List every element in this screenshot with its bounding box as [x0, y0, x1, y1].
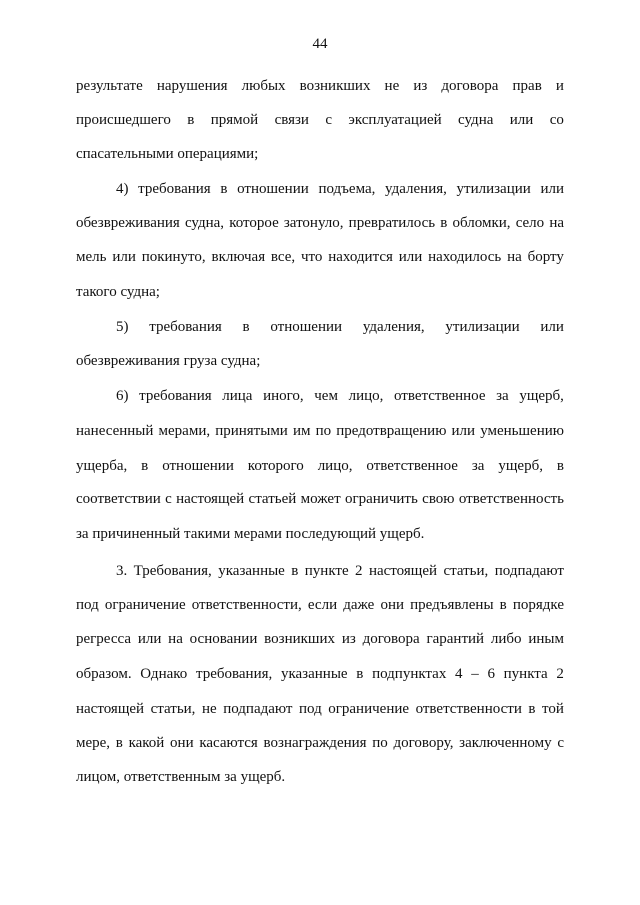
word: подъема, [318, 181, 376, 197]
word: прав [512, 78, 542, 94]
word: уменьшению [480, 423, 564, 439]
text-line [76, 455, 564, 477]
word: указанные [218, 563, 285, 579]
word: прямой [210, 112, 259, 128]
word: под [298, 701, 322, 717]
word: на [168, 631, 183, 647]
word: настоящей [368, 563, 438, 579]
text-line [116, 316, 564, 338]
word: находилось [428, 249, 502, 265]
word: регресса [76, 631, 131, 647]
word: лица [222, 388, 253, 404]
word: той [542, 701, 564, 717]
word: любых [241, 78, 286, 94]
word: пункте [304, 563, 349, 579]
word: иного, [263, 388, 304, 404]
word: пункта [503, 666, 548, 682]
word: 3. [116, 563, 128, 579]
page-number: 44 [312, 36, 328, 52]
word: в [242, 319, 250, 335]
word: ограничить [344, 491, 418, 507]
word: отношении [162, 458, 234, 474]
text-line [116, 560, 564, 582]
word: на [549, 215, 564, 231]
word: или [398, 249, 423, 265]
word: даже [343, 597, 375, 613]
word: в [291, 563, 299, 579]
word: превратилось [348, 215, 436, 231]
word: 2 [556, 666, 564, 682]
word: из [413, 78, 428, 94]
word: в [187, 112, 195, 128]
word: или [112, 249, 136, 265]
text-line [76, 109, 564, 131]
word: обезвреживания [76, 215, 180, 231]
word: подпунктах [372, 666, 447, 682]
word: по [372, 735, 388, 751]
text-line: за причиненный такими мерами последующий ущерб. [76, 526, 425, 542]
word: включая [211, 249, 266, 265]
word: настоящей [176, 491, 245, 507]
word: в [440, 215, 448, 231]
word: в [499, 597, 507, 613]
word: обломки, [452, 215, 511, 231]
word: не [384, 78, 400, 94]
word: ответственность [458, 491, 564, 507]
text-line: обезвреживания груза судна; [76, 353, 261, 369]
word: ответственное [366, 458, 458, 474]
text-line [116, 385, 564, 407]
word: происшедшего [76, 112, 171, 128]
word: какой [128, 735, 165, 751]
text-line [76, 594, 564, 616]
word: ответственное [393, 388, 486, 404]
word: затонуло, [283, 215, 344, 231]
word: возникших [299, 78, 371, 94]
word: за [496, 388, 509, 404]
word: ответственности, [191, 597, 302, 613]
word: указанные [280, 666, 348, 682]
word: из [341, 631, 356, 647]
word: договора [441, 78, 499, 94]
word: по [315, 423, 332, 439]
word: судна [458, 112, 494, 128]
word: в [141, 458, 149, 474]
word: которое [229, 215, 279, 231]
word: вознаграждения [263, 735, 367, 751]
word: предотвращению [336, 423, 447, 439]
word: которого [247, 458, 304, 474]
text-line: спасательными операциями; [76, 146, 259, 162]
word: свою [422, 491, 455, 507]
word: нанесенный [76, 423, 154, 439]
text-line [76, 488, 564, 510]
word: отношении [237, 181, 309, 197]
word: договору, [393, 735, 454, 751]
word: образом. [76, 666, 132, 682]
word: удаления, [362, 319, 425, 335]
word: ограничение [104, 597, 186, 613]
word: утилизации [456, 181, 531, 197]
word: возникших [264, 631, 335, 647]
word: в [220, 181, 228, 197]
word: гарантий [426, 631, 485, 647]
word: договора [362, 631, 420, 647]
word: с [325, 112, 333, 128]
text-line [76, 628, 564, 650]
word: и [555, 78, 564, 94]
word: в [528, 701, 536, 717]
word: подпадают [223, 701, 293, 717]
text-line [76, 732, 564, 754]
word: соответствии [76, 491, 161, 507]
text-line [76, 698, 564, 720]
word: может [300, 491, 341, 507]
word: мерами, [158, 423, 211, 439]
word: или [451, 423, 476, 439]
word: нарушения [156, 78, 228, 94]
word: связи [274, 112, 309, 128]
word: Требования, [133, 563, 212, 579]
word: ответственности [415, 701, 522, 717]
text-line [76, 246, 564, 268]
word: подпадают [494, 563, 564, 579]
word: либо [490, 631, 522, 647]
word: 6 [487, 666, 495, 682]
word: чем [314, 388, 338, 404]
word: в [356, 666, 364, 682]
word: эксплуатацией [348, 112, 442, 128]
word: мель [76, 249, 107, 265]
word: борту [527, 249, 564, 265]
word: отношении [270, 319, 343, 335]
word: или [509, 112, 534, 128]
word: что [301, 249, 323, 265]
word: статьей [248, 491, 297, 507]
word: с [165, 491, 172, 507]
word: ущерб, [519, 388, 564, 404]
word: не [201, 701, 217, 717]
word: порядке [512, 597, 564, 613]
word: удаления, [385, 181, 447, 197]
word: лицо, [348, 388, 384, 404]
word: 4) [116, 181, 129, 197]
word: под [76, 597, 99, 613]
word: на [507, 249, 522, 265]
word: иным [528, 631, 564, 647]
text-line [116, 178, 564, 200]
word: касаются [199, 735, 258, 751]
word: основании [189, 631, 258, 647]
word: они [380, 597, 404, 613]
word: статьи, [150, 701, 196, 717]
word: находится [328, 249, 393, 265]
word: настоящей [76, 701, 145, 717]
text-line [76, 420, 564, 442]
word: статьи, [443, 563, 489, 579]
word: им [292, 423, 311, 439]
word: ущерба, [76, 458, 128, 474]
word: 6) [116, 388, 129, 404]
word: заключенному [459, 735, 552, 751]
text-line [76, 75, 564, 97]
word: утилизации [445, 319, 520, 335]
word: результате [76, 78, 143, 94]
word: 2 [355, 563, 363, 579]
word: Однако [140, 666, 188, 682]
word: 4 [455, 666, 463, 682]
word: с [557, 735, 564, 751]
word: со [549, 112, 564, 128]
word: покинуто, [141, 249, 206, 265]
word: в [115, 735, 123, 751]
word: требования, [195, 666, 273, 682]
word: они [170, 735, 194, 751]
word: или [540, 181, 564, 197]
text-line [76, 663, 564, 685]
text-line: такого судна; [76, 284, 160, 300]
word: судна, [184, 215, 225, 231]
word: ограничение [328, 701, 410, 717]
word: 5) [116, 319, 129, 335]
word: ущерб, [498, 458, 543, 474]
word: за [471, 458, 485, 474]
word: все, [270, 249, 296, 265]
word: село [515, 215, 545, 231]
word: лицо, [317, 458, 353, 474]
word: или [137, 631, 162, 647]
word: предъявлены [410, 597, 494, 613]
word: принятыми [215, 423, 288, 439]
word: – [471, 666, 479, 682]
word: или [540, 319, 564, 335]
word: требования [149, 319, 222, 335]
word: если [307, 597, 338, 613]
word: в [556, 458, 564, 474]
word: мере, [76, 735, 111, 751]
text-line [76, 212, 564, 234]
word: требования [139, 388, 212, 404]
word: требования [138, 181, 211, 197]
text-line: лицом, ответственным за ущерб. [76, 769, 286, 785]
